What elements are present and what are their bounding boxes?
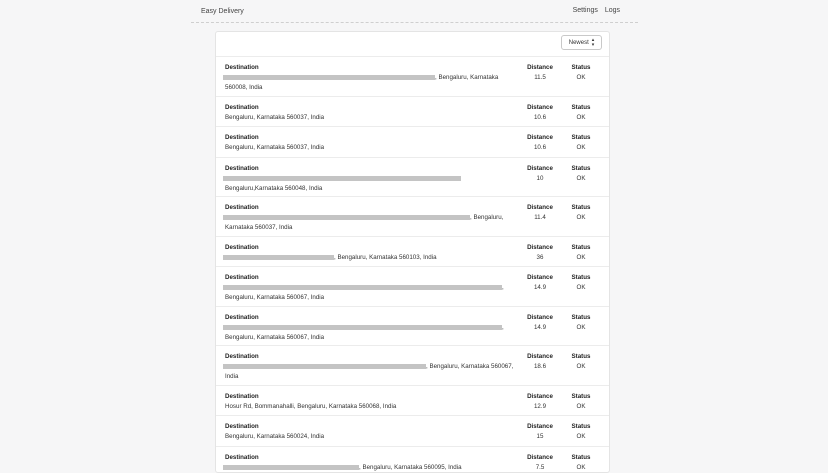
status-value: OK: [576, 214, 586, 221]
address-line: Bengaluru, Karnataka 560037, India: [225, 114, 325, 121]
distance-cell: [522, 393, 558, 410]
status-header: Status: [571, 134, 591, 141]
distance-header: Distance: [527, 244, 553, 251]
address-line: Bengaluru, Karnataka 560037, India: [225, 144, 325, 151]
top-bar: [191, 0, 638, 23]
distance-cell: [522, 244, 558, 261]
address-line: 560008, India: [225, 83, 263, 91]
distance-cell: [522, 454, 558, 471]
status-header: Status: [571, 353, 591, 360]
app-title: Easy Delivery: [201, 8, 244, 15]
destination-address: [225, 113, 515, 123]
distance-cell: [522, 165, 558, 182]
distance-header: Distance: [527, 134, 553, 141]
delivery-row[interactable]: [216, 197, 609, 237]
status-value: OK: [576, 324, 586, 331]
delivery-list: [216, 57, 609, 473]
status-value: OK: [576, 114, 586, 121]
sort-label: Newest: [568, 39, 589, 46]
address-line: Bengaluru, Karnataka 560067, India: [225, 293, 325, 301]
address-line: [225, 213, 515, 223]
status-cell: [566, 314, 596, 331]
redacted-text: [223, 255, 334, 261]
address-line: [225, 174, 515, 184]
distance-value: 15: [536, 433, 544, 440]
distance-value: 14.9: [533, 324, 547, 331]
destination-label: Destination: [225, 165, 259, 172]
distance-cell: [522, 104, 558, 121]
redacted-text: [223, 465, 359, 471]
delivery-row[interactable]: [216, 447, 609, 473]
destination-address: [225, 323, 515, 342]
distance-value: 7.5: [535, 464, 545, 471]
status-header: Status: [571, 393, 591, 400]
delivery-row[interactable]: [216, 127, 609, 158]
status-header: Status: [571, 165, 591, 172]
destination-address: [225, 253, 515, 263]
status-value: OK: [576, 175, 586, 182]
distance-header: Distance: [527, 423, 553, 430]
distance-value: 11.4: [534, 214, 546, 221]
status-cell: [566, 204, 596, 221]
redacted-text: [223, 215, 470, 221]
destination-label: Destination: [225, 244, 259, 251]
status-value: OK: [576, 363, 586, 370]
address-text: , Bengaluru, Karnataka: [435, 74, 499, 81]
address-line: Karnataka 560037, India: [225, 223, 293, 231]
status-cell: [566, 134, 596, 151]
redacted-text: [223, 325, 502, 331]
address-line: [225, 362, 515, 372]
status-header: Status: [571, 204, 591, 211]
address-line: [225, 323, 515, 333]
distance-header: Distance: [527, 64, 553, 71]
distance-value: 10: [536, 175, 544, 182]
address-line: Bengaluru,Karnataka 560048, India: [225, 184, 323, 192]
destination-label: Destination: [225, 274, 259, 281]
redacted-text: [223, 75, 435, 81]
status-cell: [566, 423, 596, 440]
destination-label: Destination: [225, 454, 259, 461]
status-value: OK: [576, 433, 586, 440]
status-cell: [566, 353, 596, 370]
destination-label: Destination: [225, 353, 259, 360]
distance-value: 18.6: [533, 363, 547, 370]
address-line: [225, 253, 515, 263]
status-cell: [566, 454, 596, 471]
status-cell: [566, 104, 596, 121]
destination-label: Destination: [225, 393, 259, 400]
destination-label: Destination: [225, 134, 259, 141]
address-line: India: [225, 372, 239, 380]
distance-value: 36: [536, 254, 544, 261]
destination-address: [225, 283, 515, 302]
destination-address: [225, 362, 515, 381]
status-value: OK: [576, 144, 586, 151]
destination-address: [225, 402, 515, 412]
address-line: [225, 463, 515, 473]
delivery-row[interactable]: [216, 386, 609, 416]
destination-label: Destination: [225, 423, 259, 430]
status-cell: [566, 393, 596, 410]
distance-value: 10.6: [533, 144, 547, 151]
address-line: Bengaluru, Karnataka 560067, India: [225, 333, 325, 341]
address-line: [225, 73, 515, 83]
destination-address: [225, 174, 515, 193]
address-text: ,: [502, 324, 504, 331]
nav-logs-link[interactable]: Logs: [604, 7, 620, 14]
sort-select[interactable]: [561, 35, 602, 50]
redacted-text: [223, 285, 502, 291]
status-value: OK: [576, 403, 586, 410]
distance-cell: [522, 353, 558, 370]
status-header: Status: [571, 454, 591, 461]
status-header: Status: [571, 423, 591, 430]
delivery-row[interactable]: [216, 307, 609, 346]
distance-header: Distance: [527, 104, 553, 111]
distance-cell: [522, 204, 558, 221]
destination-address: [225, 143, 515, 153]
distance-value: 12.9: [533, 403, 547, 410]
status-header: Status: [571, 314, 591, 321]
address-line: Bengaluru, Karnataka 560024, India: [225, 433, 325, 440]
sort-bar: [216, 32, 609, 57]
status-cell: [566, 64, 596, 81]
distance-cell: [522, 314, 558, 331]
address-text: ,: [502, 284, 504, 291]
distance-value: 10.6: [533, 114, 547, 121]
sort-arrows-icon: ▴ ▾: [591, 36, 595, 48]
status-value: OK: [576, 254, 586, 261]
destination-address: [225, 463, 515, 473]
destination-label: Destination: [225, 314, 259, 321]
distance-cell: [522, 64, 558, 81]
distance-header: Distance: [527, 353, 553, 360]
destination-address: [225, 73, 515, 92]
distance-header: Distance: [527, 393, 553, 400]
status-cell: [566, 165, 596, 182]
delivery-row[interactable]: [216, 267, 609, 307]
destination-label: Destination: [225, 204, 259, 211]
status-value: OK: [576, 464, 586, 471]
address-line: Hosur Rd, Bommanahalli, Bengaluru, Karnataka 560068, India: [225, 403, 397, 410]
destination-label: Destination: [225, 64, 259, 71]
status-value: OK: [576, 74, 586, 81]
top-nav: [568, 7, 620, 14]
status-cell: [566, 274, 596, 291]
distance-header: Distance: [527, 314, 553, 321]
distance-header: Distance: [527, 165, 553, 172]
distance-value: 11.5: [534, 74, 546, 81]
deliveries-card: [215, 31, 610, 473]
destination-label: Destination: [225, 104, 259, 111]
address-text: , Bengaluru, Karnataka 560103, India: [334, 254, 437, 261]
redacted-text: [223, 364, 426, 370]
address-text: , Bengaluru, Karnataka 560067,: [426, 363, 514, 370]
distance-header: Distance: [527, 274, 553, 281]
status-value: OK: [576, 284, 586, 291]
delivery-row[interactable]: [216, 237, 609, 267]
delivery-row[interactable]: [216, 416, 609, 447]
destination-address: [225, 432, 515, 442]
nav-settings-link[interactable]: Settings: [572, 7, 598, 14]
distance-header: Distance: [527, 204, 553, 211]
distance-value: 14.9: [533, 284, 547, 291]
status-header: Status: [571, 274, 591, 281]
distance-cell: [522, 134, 558, 151]
delivery-row[interactable]: [216, 346, 609, 386]
distance-cell: [522, 423, 558, 440]
status-cell: [566, 244, 596, 261]
address-text: , Bengaluru, Karnataka 560095, India: [359, 464, 462, 471]
destination-address: [225, 213, 515, 232]
status-header: Status: [571, 64, 591, 71]
delivery-row[interactable]: [216, 57, 609, 97]
redacted-text: [223, 176, 461, 182]
delivery-row[interactable]: [216, 158, 609, 197]
address-line: [225, 283, 515, 293]
delivery-row[interactable]: [216, 97, 609, 127]
status-header: Status: [571, 244, 591, 251]
distance-header: Distance: [527, 454, 553, 461]
address-text: , Bengaluru,: [470, 214, 504, 221]
distance-cell: [522, 274, 558, 291]
status-header: Status: [571, 104, 591, 111]
